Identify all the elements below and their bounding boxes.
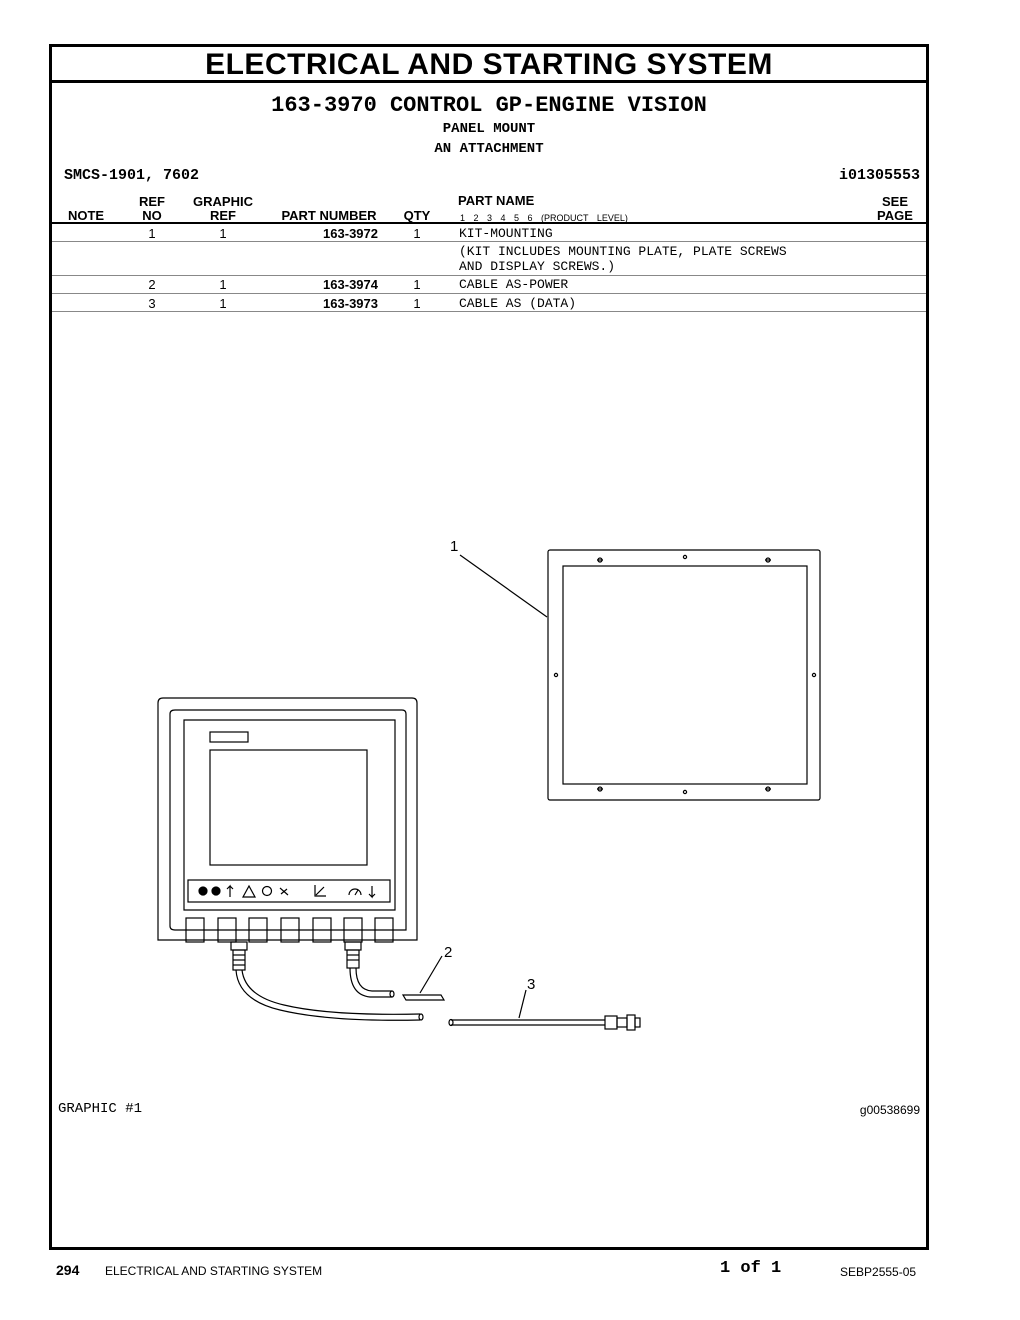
col-note: NOTE [67,208,105,223]
row2-graphic-ref: 1 [219,277,227,292]
illustration-id: i01305553 [838,167,920,184]
callout-1-leader [460,555,547,617]
graphic-label: GRAPHIC #1 [58,1101,143,1117]
col-see-page-bottom: PAGE [877,208,913,223]
cable-right-drawing [345,942,394,997]
footer-page-number: 294 [56,1262,80,1278]
row1-graphic-ref: 1 [219,226,227,241]
row3-graphic-ref: 1 [219,296,227,311]
product-levels: 1 2 3 4 5 6 (PRODUCT LEVEL) [460,213,628,223]
row3-part-name: CABLE AS (DATA) [459,296,577,311]
col-qty: QTY [403,208,431,223]
footer-doc-number: SEBP2555-05 [840,1265,917,1279]
callout-2-label: 2 [444,944,453,961]
callout-3-label: 3 [527,976,536,993]
row3-part-number: 163-3973 [323,296,378,311]
row1-qty: 1 [413,226,421,241]
row3-ref-no: 3 [148,296,156,311]
cable-power-drawing [403,956,444,1000]
cable-left-drawing [231,942,423,1020]
row2-ref-no: 2 [148,277,156,292]
section-title: ELECTRICAL AND STARTING SYSTEM [52,47,926,83]
subtitle-panel-mount: PANEL MOUNT [442,121,536,137]
row2-part-number: 163-3974 [323,277,378,292]
col-part-name: PART NAME [458,193,535,208]
row2-part-name: CABLE AS-POWER [459,277,569,292]
row1-part-name: KIT-MOUNTING [459,226,553,241]
graphic-id: g00538699 [859,1103,920,1117]
footer-page-of: 1 of 1 [720,1259,782,1278]
row1-note-line1: (KIT INCLUDES MOUNTING PLATE, PLATE SCREWS [459,244,787,259]
group-title: 163-3970 CONTROL GP-ENGINE VISION [271,93,707,118]
mounting-plate-drawing [548,550,820,800]
callout-2-leader [420,956,442,993]
row2-qty: 1 [413,277,421,292]
col-ref-no-top: REF [139,194,165,209]
callout-1-label: 1 [450,538,459,555]
col-see-page-top: SEE [881,194,908,209]
row1-ref-no: 1 [148,226,156,241]
callout-3-leader [519,990,526,1018]
row1-part-number: 163-3972 [323,226,378,241]
display-unit-drawing [158,698,417,942]
smcs-code: SMCS-1901, 7602 [64,167,200,184]
col-graphic-ref-top: GRAPHIC [193,194,253,209]
col-ref-no-bottom: NO [142,208,162,223]
footer-section: ELECTRICAL AND STARTING SYSTEM [105,1264,323,1278]
cable-data-drawing [449,990,640,1030]
subtitle-attachment: AN ATTACHMENT [434,141,544,157]
col-graphic-ref-bottom: REF [210,208,236,223]
row3-qty: 1 [413,296,421,311]
row1-note-line2: AND DISPLAY SCREWS.) [459,259,616,274]
col-part-number: PART NUMBER [281,208,377,223]
